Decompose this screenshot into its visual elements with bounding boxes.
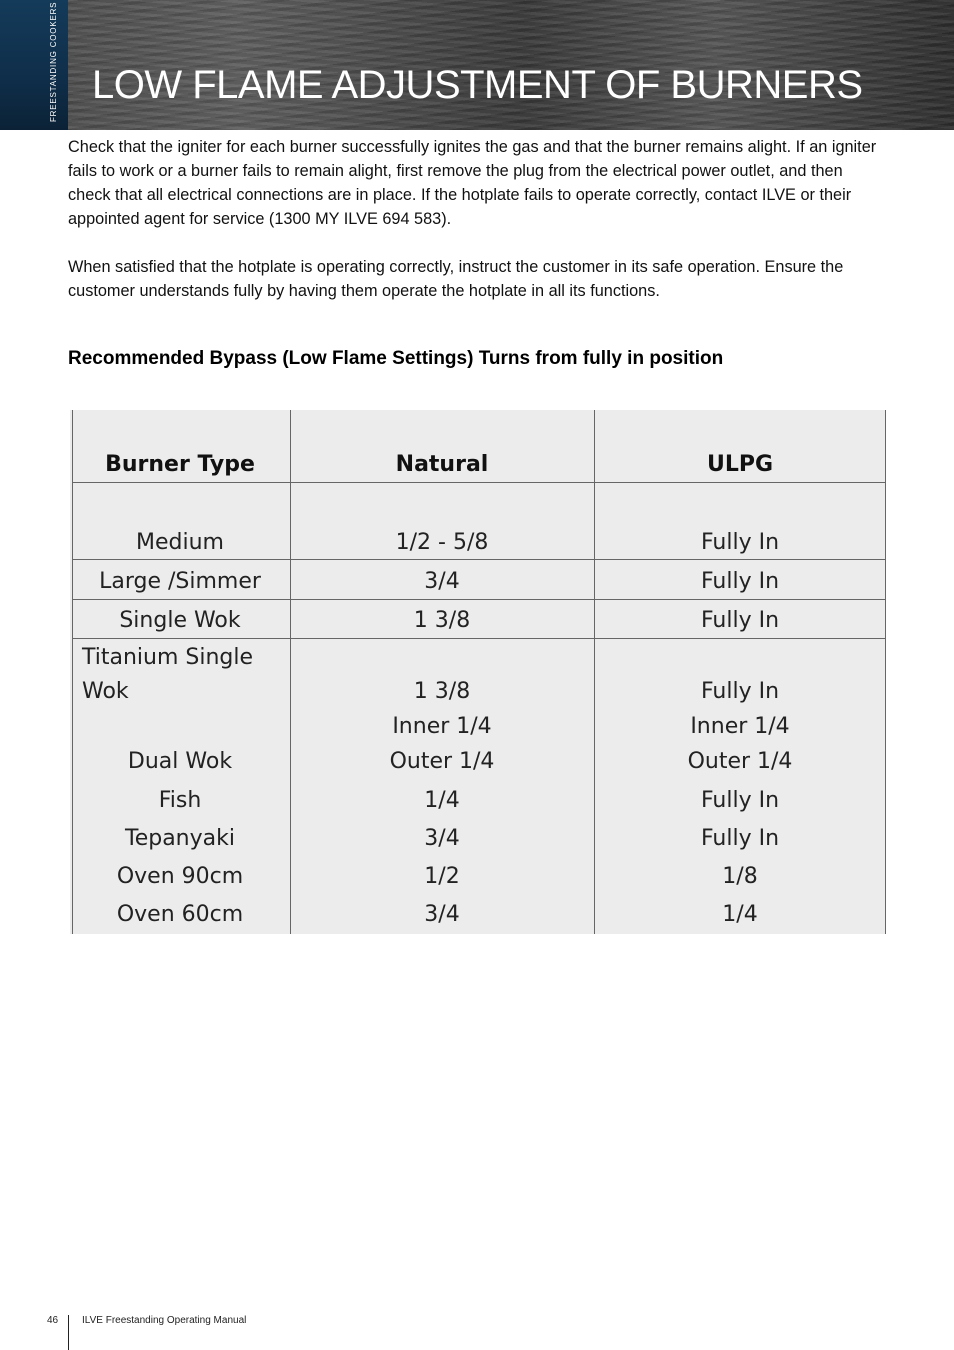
table-cell-ulpg: 1/4: [722, 902, 758, 927]
table-cell-ulpg: Inner 1/4: [690, 714, 790, 739]
table-cell-ulpg: Fully In: [700, 788, 780, 813]
table-cell-natural: Inner 1/4: [392, 714, 492, 739]
bypass-settings-table: [70, 410, 886, 934]
table-cell-burner: Titanium Single: [82, 645, 254, 670]
table-border-left: [72, 410, 73, 934]
table-cell-ulpg: Fully In: [700, 826, 780, 851]
table-cell-natural: Outer 1/4: [389, 749, 495, 774]
table-cell-ulpg: Fully In: [700, 679, 780, 704]
table-cell-natural: 1 3/8: [413, 679, 471, 704]
intro-paragraph: Check that the igniter for each burner successfully ignites the gas and that the burner remains alight. If an igniter fails to work or a burner fails to remain alight, first remove the plug from the electrical power outlet, and then check that all electrical connections are in place. If the hotplate fails to operate correctly, contact ILVE or their appointed agent for service (1300 MY ILVE 694 583).: [68, 138, 877, 228]
footer-divider: [68, 1315, 69, 1350]
column-header-ulpg: ULPG: [706, 452, 774, 477]
table-cell-ulpg: Fully In: [700, 569, 780, 594]
customer-paragraph: When satisfied that the hotplate is operating correctly, instruct the customer in its safe operation. Ensure the customer understands fully by having them operate the hotplate in all its functions.: [68, 258, 844, 300]
table-cell-burner: Tepanyaki: [125, 826, 235, 851]
table-cell-natural: 1/4: [424, 788, 460, 813]
table-border-right: [885, 410, 886, 934]
table-cell-burner: Wok: [82, 679, 129, 704]
table-cell-burner: Fish: [158, 788, 202, 813]
table-cell-burner: Large /Simmer: [99, 569, 261, 594]
header-banner: [0, 0, 954, 130]
table-cell-natural: 3/4: [424, 826, 460, 851]
table-heading: Recommended Bypass (Low Flame Settings) Turns from fully in position: [68, 348, 724, 369]
page-title: LOW FLAME ADJUSTMENT OF BURNERS: [92, 62, 863, 107]
table-cell-burner: Dual Wok: [127, 749, 233, 774]
table-cell-ulpg: 1/8: [722, 864, 758, 889]
footer-manual-title: ILVE Freestanding Operating Manual: [82, 1315, 247, 1326]
table-cell-natural: 1 3/8: [413, 608, 471, 633]
column-header-burner-type: Burner Type: [105, 452, 255, 477]
table-cell-natural: 1/2: [424, 864, 460, 889]
row-divider: [72, 559, 886, 560]
row-divider: [72, 482, 886, 483]
page-number: 46: [47, 1315, 59, 1326]
table-cell-natural: 3/4: [424, 569, 460, 594]
row-divider: [72, 638, 886, 639]
column-divider: [594, 410, 595, 934]
table-cell-natural: 1/2 - 5/8: [395, 530, 489, 555]
column-header-natural: Natural: [395, 452, 489, 477]
table-cell-burner: Medium: [136, 530, 224, 555]
section-label: FREESTANDING COOKERS: [49, 1, 58, 122]
table-cell-ulpg: Fully In: [700, 530, 780, 555]
table-cell-ulpg: Outer 1/4: [687, 749, 793, 774]
table-cell-natural: 3/4: [424, 902, 460, 927]
table-cell-ulpg: Fully In: [700, 608, 780, 633]
table-cell-burner: Oven 90cm: [116, 864, 244, 889]
row-divider: [72, 599, 886, 600]
column-divider: [290, 410, 291, 934]
table-cell-burner: Single Wok: [119, 608, 241, 633]
table-cell-burner: Oven 60cm: [116, 902, 244, 927]
